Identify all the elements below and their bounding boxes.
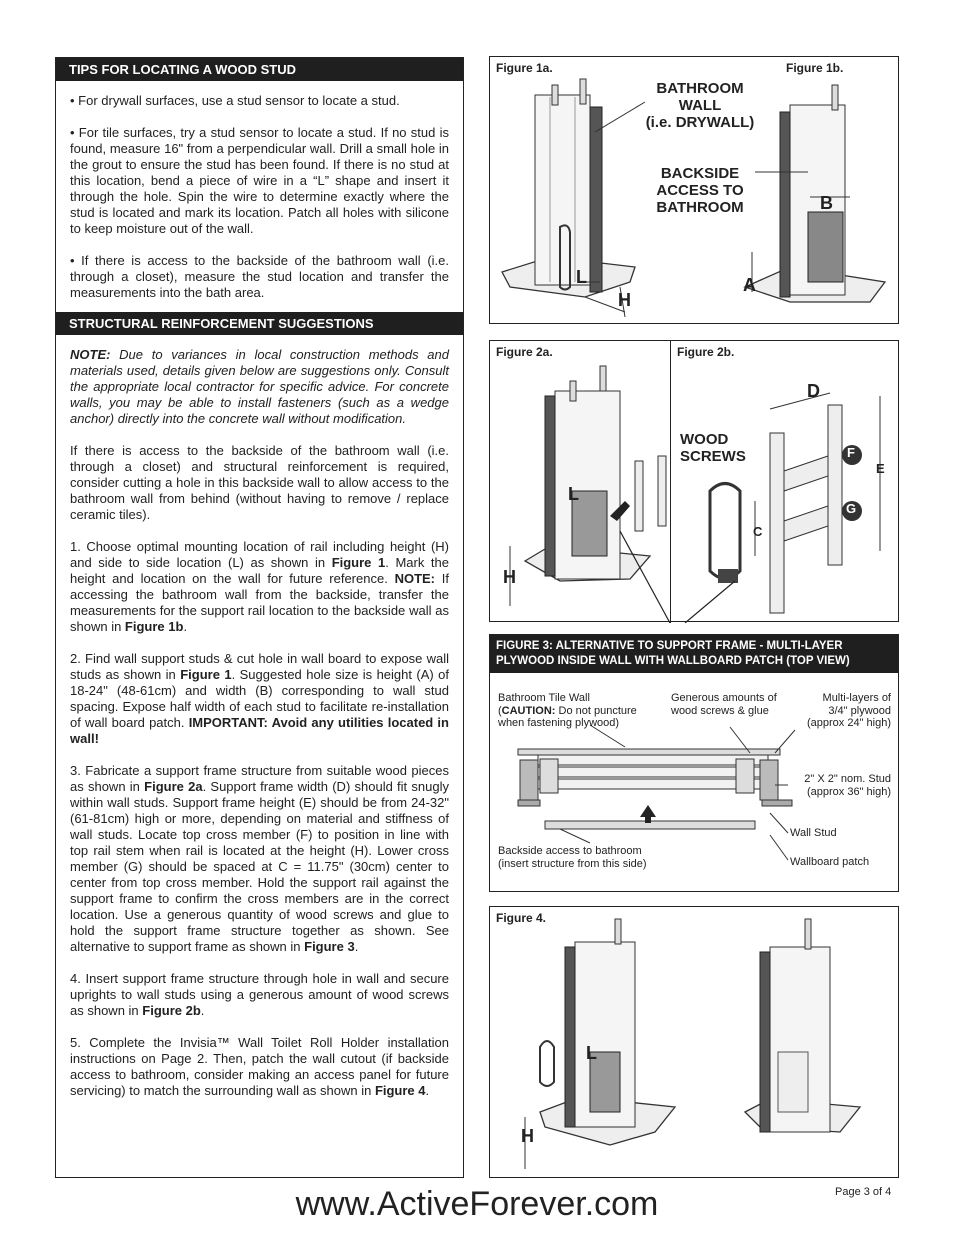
figure-1a-label: Figure 1a. xyxy=(496,61,553,75)
stud-dimension-caption: 2" X 2" nom. Stud (approx 36" high) xyxy=(804,773,891,798)
figure-3-heading: FIGURE 3: ALTERNATIVE TO SUPPORT FRAME - MULTI-LAYER PLYWOOD INSIDE WALL WITH WALLBOARD PATCH (TOP VIEW) xyxy=(490,635,898,673)
step-4: 4. Insert support frame structure through hole in wall and secure uprights to wall studs using a generous amount of wood screws as shown in Figure 2b. xyxy=(70,971,449,1018)
backside-access-caption: BACKSIDE ACCESS TO BATHROOM xyxy=(656,165,744,216)
letter-l: L xyxy=(576,267,587,287)
figure-2-box xyxy=(489,340,899,622)
structural-text xyxy=(56,335,463,1099)
wall-stud-caption: Wall Stud xyxy=(790,827,837,839)
figure-1-box xyxy=(489,56,899,324)
intro-paragraph: If there is access to the backside of the bathroom wall (i.e. through a closet) and structural reinforcement is required, consider cutting a hole in this backside wall to allow access to the bathroom wall from behind (without having to remove / replace ceramic tiles). xyxy=(70,443,449,522)
letter-h: H xyxy=(618,290,631,310)
figure-2a-label: Figure 2a. xyxy=(496,345,553,359)
step-2: 2. Find wall support studs & cut hole in wall board to expose wall studs as shown in Figure 1. Suggested hole size is height (A) of 18-24" (48-61cm) and width (B) corresponding to wall stud spacing. Expose half width of each stud to facilitate re-installation of wall board patch. IMPORTANT: Avoid any utilities located in wall! xyxy=(70,651,450,746)
letter-e: E xyxy=(876,461,885,476)
page-number: Page 3 of 4 xyxy=(835,1186,892,1198)
tile-wall-caption: Bathroom Tile Wall (CAUTION: Do not puncture when fastening plywood) xyxy=(498,692,637,729)
wallboard-patch-caption: Wallboard patch xyxy=(790,856,870,868)
letter-a: A xyxy=(743,275,756,295)
step-1: 1. Choose optimal mounting location of rail including height (H) and side to side location (L) as shown in Figure 1. Mark the height and location on the wall for future reference. NOTE: If accessing the bathroom wall from the backside, transfer the measurements for the support rail location to the backside wall as shown in Figure 1b. xyxy=(70,539,449,634)
letter-h: H xyxy=(521,1126,534,1146)
structural-heading: STRUCTURAL REINFORCEMENT SUGGESTIONS xyxy=(56,312,463,335)
backside-access-caption: Backside access to bathroom (insert structure from this side) xyxy=(498,845,647,870)
figure-3-box xyxy=(489,634,899,892)
tips-heading: TIPS FOR LOCATING A WOOD STUD xyxy=(56,58,463,81)
letter-h: H xyxy=(503,567,516,587)
wood-screws-caption: WOOD SCREWS xyxy=(680,431,746,465)
bathroom-wall-caption: BATHROOM WALL (i.e. DRYWALL) xyxy=(645,80,755,131)
figure-4-box xyxy=(489,906,899,1178)
figure-4-illustration xyxy=(490,907,900,1179)
plywood-caption: Multi-layers of 3/4" plywood (approx 24" high) xyxy=(806,692,891,729)
tips-paragraph: • For tile surfaces, try a stud sensor to locate a stud. If no stud is found, measure 16" from a perpendicular wall. Drill a small hole in the grout to ensure the stud has been found. If there is no stud at this location, bend a piece of wire in a “L” shape and insert it through the hole. Spin the wire to determine exactly where the stud is located and mark its location. Patch all holes with silicone to keep moisture out of the wall. xyxy=(70,125,449,236)
letter-l: L xyxy=(568,484,579,504)
letter-b: B xyxy=(820,193,833,213)
step-3: 3. Fabricate a support frame structure from suitable wood pieces as shown in Figure 2a. Support frame width (D) should fit snugly within wall studs. Support frame height (E) should be from 24-32" (61-81cm) high or more, depending on material and stiffness of wall studs. Locate top cross member (F) to position in line with top rail stem when rail is located at the height (H). Lower cross member (G) should be spaced at C = 11.75" (30cm) center to center from top cross member. Hold the support rail against the support frame to confirm the cross members are in the correct location. Use a generous quantity of wood screws and glue to hold the support frame structure together as shown. See alternative to support frame as shown in Figure 3. xyxy=(70,763,449,954)
figure-2b-label: Figure 2b. xyxy=(677,345,735,359)
letter-d: D xyxy=(807,381,820,401)
tips-text xyxy=(56,81,463,301)
note-paragraph: NOTE: Due to variances in local construction methods and materials used, details given below are suggestions only. Consult the appropriate local contractor for specific advice. For concrete walls, you may be able to install fasteners (such as a wedge anchor) directly into the concrete wall without modification. xyxy=(70,347,449,426)
letter-f: F xyxy=(847,445,855,460)
screws-glue-caption: Generous amounts of wood screws & glue xyxy=(671,692,777,717)
figure-1b-label: Figure 1b. xyxy=(786,61,844,75)
letter-g: G xyxy=(846,501,857,516)
letter-c: C xyxy=(753,524,763,539)
letter-l: L xyxy=(586,1043,597,1063)
step-5: 5. Complete the Invisia™ Wall Toilet Roll Holder installation instructions on Page 2. Then, patch the wall cutout (if backside access to bathroom, consider making an access panel for future servicing) to match the surrounding wall as shown in Figure 4. xyxy=(70,1035,449,1098)
figure-2-illustration xyxy=(490,341,900,623)
figure-4-label: Figure 4. xyxy=(496,911,547,925)
tips-paragraph: • If there is access to the backside of the bathroom wall (i.e. through a closet), measure the stud location and transfer the measurements into the bath area. xyxy=(70,253,449,300)
instructions-column xyxy=(55,57,464,1178)
website-url[interactable]: www.ActiveForever.com xyxy=(295,1185,659,1223)
tips-paragraph: • For drywall surfaces, use a stud sensor to locate a stud. xyxy=(70,93,400,108)
